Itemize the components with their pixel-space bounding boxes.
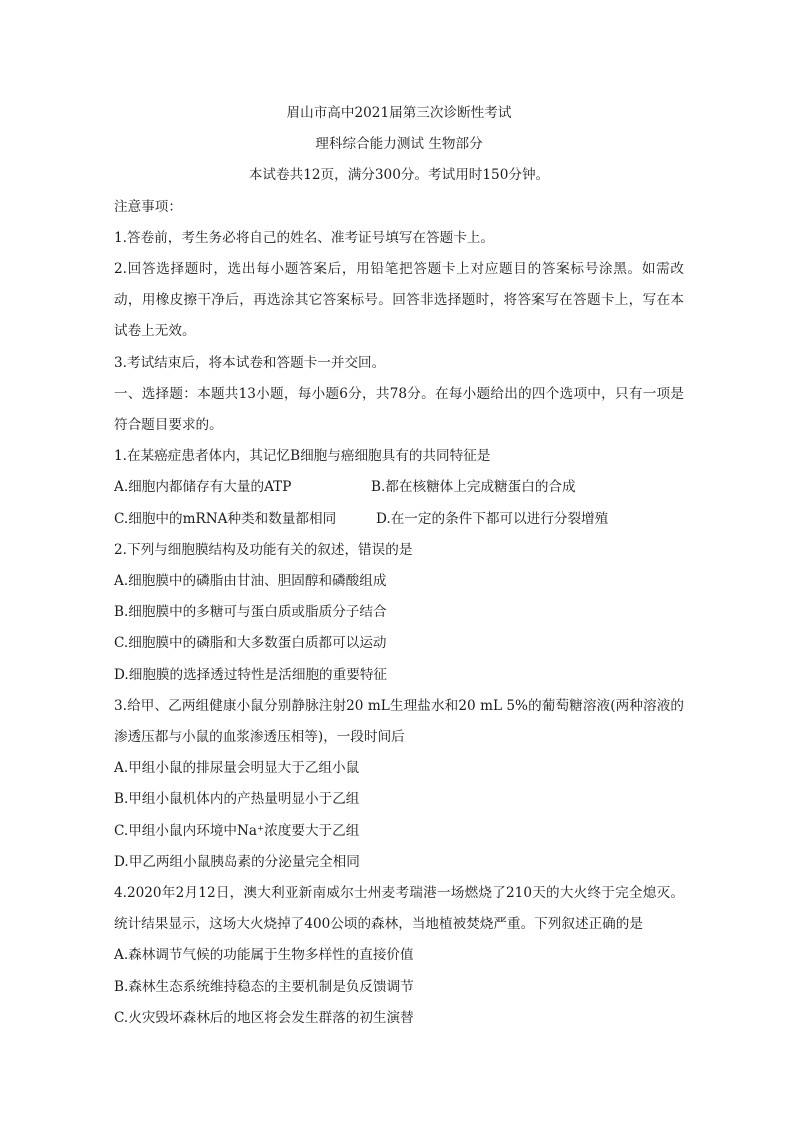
option-d: D.细胞膜的选择透过特性是活细胞的重要特征 bbox=[114, 666, 388, 683]
option-d: D.在一定的条件下都可以进行分裂增殖 bbox=[376, 510, 609, 527]
option-c: C.细胞中的mRNA种类和数量都相同 bbox=[114, 510, 337, 527]
option-c: C.甲组小鼠内环境中Na⁺浓度要大于乙组 bbox=[114, 822, 360, 839]
option-a: A.甲组小鼠的排尿量会明显大于乙组小鼠 bbox=[114, 760, 360, 777]
section-intro: 一、选择题：本题共13小题，每小题6分，共78分。在每小题给出的四个选项中，只有一项是符合题目要求的。 bbox=[114, 385, 684, 434]
option-d: D.甲乙两组小鼠胰岛素的分泌量完全相同 bbox=[114, 853, 360, 870]
option-b: B.都在核糖体上完成糖蛋白的合成 bbox=[371, 479, 576, 496]
notice-heading: 注意事项： bbox=[114, 198, 182, 215]
exam-info: 本试卷共12页，满分300分。考试用时150分钟。 bbox=[248, 167, 550, 184]
question-stem: 2.下列与细胞膜结构及功能有关的叙述，错误的是 bbox=[114, 541, 413, 558]
option-b: B.森林生态系统维持稳态的主要机制是负反馈调节 bbox=[114, 978, 414, 995]
option-a: A.细胞内都储存有大量的ATP bbox=[114, 479, 292, 496]
option-c: C.火灾毁坏森林后的地区将会发生群落的初生演替 bbox=[114, 1009, 414, 1026]
option-b: B.甲组小鼠机体内的产热量明显小于乙组 bbox=[114, 791, 360, 808]
exam-subtitle: 理科综合能力测试 生物部分 bbox=[315, 136, 483, 153]
exam-title: 眉山市高中2021届第三次诊断性考试 bbox=[286, 105, 512, 121]
question-stem: 4.2020年2月12日，澳大利亚新南威尔士州麦考瑞港一场燃烧了210天的大火终于完全熄灭。统计结果显示，这场大火烧掉了400公顷的森林，当地植被焚烧严重。下列叙述正确的是 bbox=[114, 885, 684, 933]
option-a: A.森林调节气候的功能属于生物多样性的直接价值 bbox=[114, 947, 414, 964]
question-stem: 3.给甲、乙两组健康小鼠分别静脉注射20 mL生理盐水和20 mL 5%的葡萄糖溶液(两种溶液的渗透压都与小鼠的血浆渗透压相等)，一段时间后 bbox=[114, 697, 684, 746]
notice-item-3: 3.考试结束后，将本试卷和答题卡一并交回。 bbox=[114, 354, 386, 371]
question-stem: 1.在某癌症患者体内，其记忆B细胞与癌细胞具有的共同特征是 bbox=[114, 448, 491, 465]
option-row bbox=[114, 472, 684, 503]
option-b: B.细胞膜中的多糖可与蛋白质或脂质分子结合 bbox=[114, 604, 387, 621]
option-row bbox=[114, 504, 684, 535]
option-a: A.细胞膜中的磷脂由甘油、胆固醇和磷酸组成 bbox=[114, 573, 387, 590]
notice-item-2: 2.回答选择题时，选出每小题答案后，用铅笔把答题卡上对应题目的答案标号涂黑。如需改动，用橡皮擦干净后，再选涂其它答案标号。回答非选择题时，将答案写在答题卡上，写在本试卷上无效。 bbox=[114, 261, 684, 340]
notice-item-1: 1.答卷前，考生务必将自己的姓名、准考证号填写在答题卡上。 bbox=[114, 229, 494, 246]
option-c: C.细胞膜中的磷脂和大多数蛋白质都可以运动 bbox=[114, 635, 387, 652]
